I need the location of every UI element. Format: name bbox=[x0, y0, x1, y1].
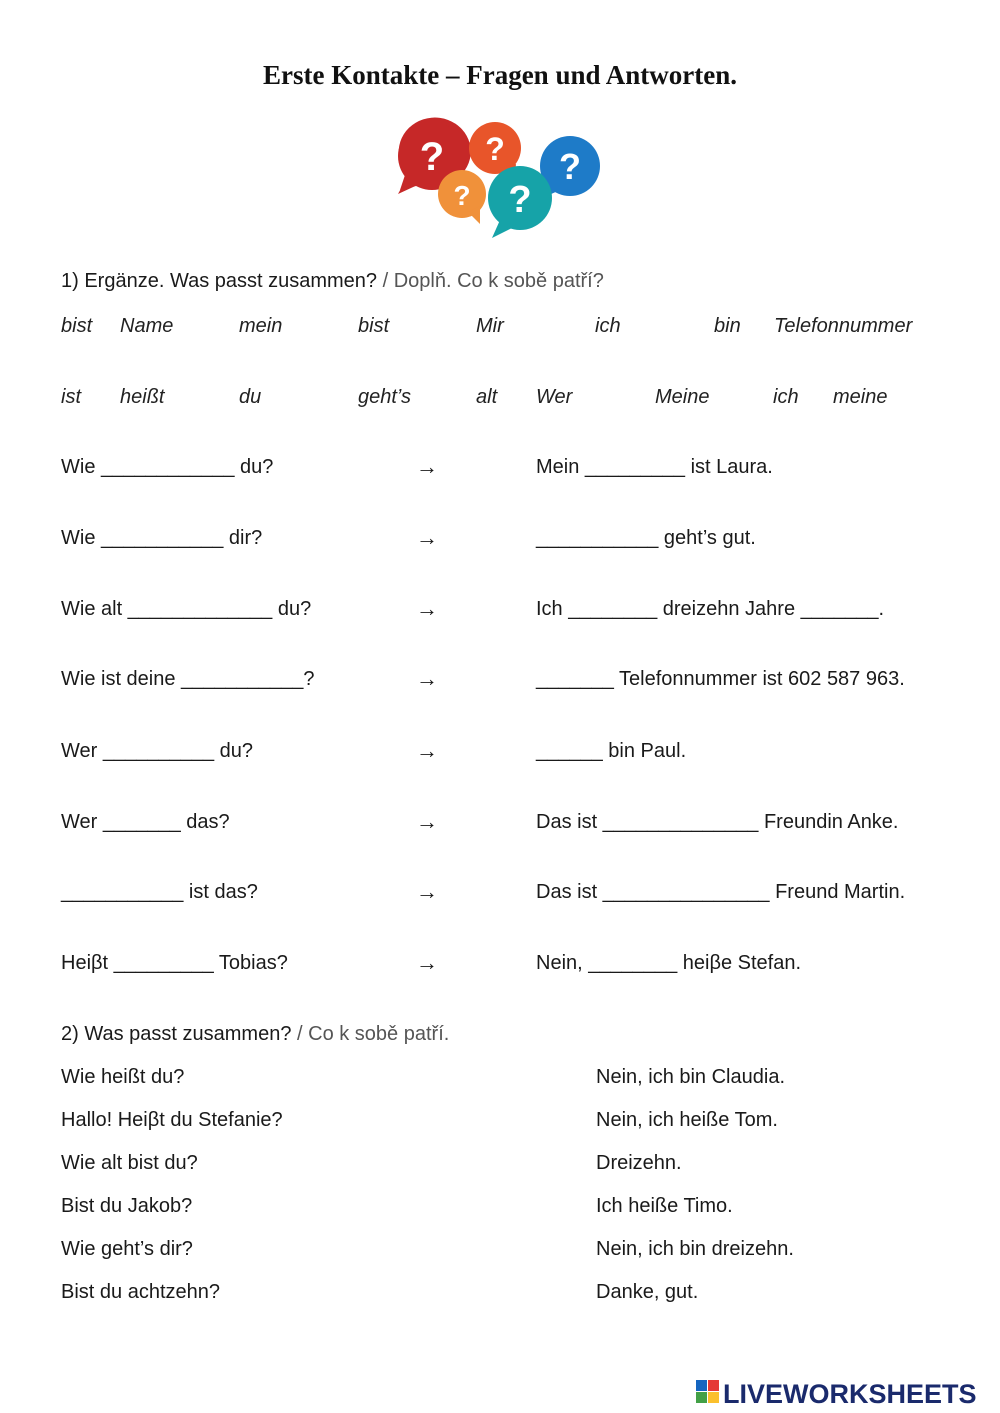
answer-line: Das ist _______________ Freund Martin. bbox=[536, 881, 906, 903]
arrow-icon: → bbox=[416, 879, 438, 904]
match-question: Bist du achtzehn? bbox=[61, 1281, 220, 1303]
answer-line: ___________ geht’s gut. bbox=[536, 527, 756, 549]
answer-line: Ich ________ dreizehn Jahre _______. bbox=[536, 598, 885, 620]
section1-heading-de: 1) Ergänze. Was passt zusammen? bbox=[61, 270, 378, 292]
word-bank-item: ist bbox=[61, 386, 81, 408]
word-bank-item: Mir bbox=[476, 315, 504, 337]
question-line: Wie ist deine ___________? bbox=[61, 668, 315, 690]
word-bank-item: ich bbox=[773, 386, 799, 408]
arrow-icon: → bbox=[416, 666, 438, 691]
word-bank-item: Meine bbox=[655, 386, 710, 408]
word-bank-item: bist bbox=[358, 315, 390, 337]
question-glyph: ? bbox=[419, 135, 445, 179]
section1-heading bbox=[61, 270, 604, 293]
word-bank-item: mein bbox=[239, 315, 283, 337]
word-bank-item: bin bbox=[714, 315, 741, 337]
section1-heading-cz: / Doplň. Co k sobě patří? bbox=[382, 270, 604, 292]
question-line: Wie alt _____________ du? bbox=[61, 598, 312, 620]
answer-line: _______ Telefonnummer ist 602 587 963. bbox=[536, 668, 905, 690]
question-speech-bubbles-icon bbox=[380, 112, 620, 252]
liveworksheets-logo-icon bbox=[696, 1380, 719, 1403]
match-answer: Danke, gut. bbox=[596, 1281, 699, 1303]
arrow-icon: → bbox=[416, 809, 438, 834]
arrow-icon: → bbox=[416, 525, 438, 550]
match-question: Wie geht’s dir? bbox=[61, 1238, 193, 1260]
question-line: Wie ____________ du? bbox=[61, 456, 274, 478]
arrow-icon: → bbox=[416, 950, 438, 975]
liveworksheets-logo bbox=[696, 1377, 992, 1409]
match-question: Bist du Jakob? bbox=[61, 1195, 193, 1217]
question-line: ___________ ist das? bbox=[61, 881, 258, 903]
liveworksheets-logo-text: LIVEWORKSHEETS bbox=[723, 1379, 977, 1409]
word-bank-item: alt bbox=[476, 386, 498, 408]
match-answer: Nein, ich bin dreizehn. bbox=[596, 1238, 794, 1260]
word-bank-item: du bbox=[239, 386, 262, 408]
word-bank-item: bist bbox=[61, 315, 93, 337]
match-question: Wie heißt du? bbox=[61, 1066, 185, 1088]
match-answer: Dreizehn. bbox=[596, 1152, 682, 1174]
match-answer: Ich heiße Timo. bbox=[596, 1195, 733, 1217]
word-bank-item: Name bbox=[120, 315, 174, 337]
answer-line: Das ist ______________ Freundin Anke. bbox=[536, 811, 899, 833]
question-glyph: ? bbox=[508, 179, 532, 221]
question-glyph: ? bbox=[559, 146, 581, 187]
match-answer: Nein, ich bin Claudia. bbox=[596, 1066, 785, 1088]
answer-line: Nein, ________ heiβe Stefan. bbox=[536, 952, 802, 974]
word-bank-item: Telefonnummer bbox=[774, 315, 913, 337]
question-line: Wie ___________ dir? bbox=[61, 527, 263, 549]
page-title: Erste Kontakte – Fragen und Antworten. bbox=[263, 60, 737, 90]
match-question: Wie alt bist du? bbox=[61, 1152, 198, 1174]
word-bank-item: meine bbox=[833, 386, 888, 408]
arrow-icon: → bbox=[416, 596, 438, 621]
answer-line: Mein _________ ist Laura. bbox=[536, 456, 773, 478]
section2-heading-cz: / Co k sobě patří. bbox=[297, 1023, 450, 1045]
question-line: Wer __________ du? bbox=[61, 740, 254, 762]
match-question: Hallo! Heiβt du Stefanie? bbox=[61, 1109, 283, 1131]
section2-heading bbox=[61, 1023, 449, 1046]
question-glyph: ? bbox=[453, 180, 471, 211]
word-bank-item: geht’s bbox=[358, 386, 412, 408]
match-answer: Nein, ich heiße Tom. bbox=[596, 1109, 778, 1131]
word-bank-item: ich bbox=[595, 315, 621, 337]
question-line: Heiβt _________ Tobias? bbox=[61, 952, 288, 974]
arrow-icon: → bbox=[416, 738, 438, 763]
section2-heading-de: 2) Was passt zusammen? bbox=[61, 1023, 292, 1045]
arrow-icon: → bbox=[416, 454, 438, 479]
word-bank-item: Wer bbox=[536, 386, 573, 408]
word-bank-item: heißt bbox=[120, 386, 165, 408]
question-line: Wer _______ das? bbox=[61, 811, 230, 833]
question-glyph: ? bbox=[485, 131, 505, 167]
answer-line: ______ bin Paul. bbox=[536, 740, 687, 762]
